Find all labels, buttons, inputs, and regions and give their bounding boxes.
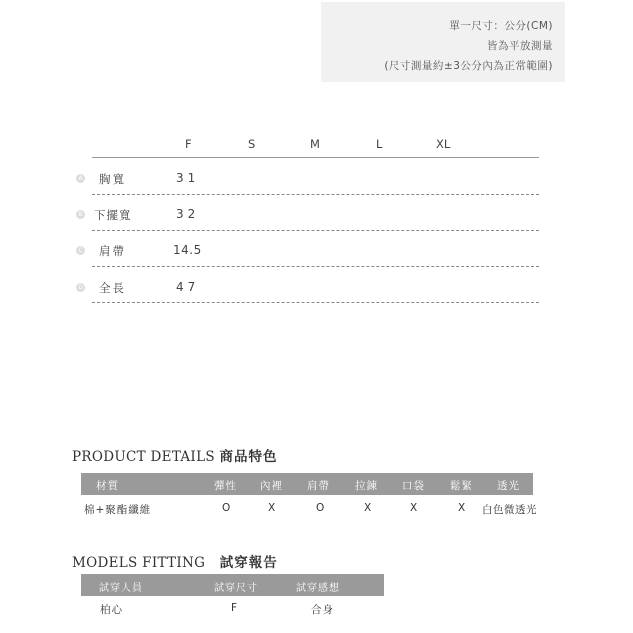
size-note-box (321, 2, 565, 82)
models-fitting-title-cn: 試穿報告 (219, 555, 278, 571)
size-header-l: L (376, 137, 383, 151)
row-label-hem: 下擺寬 (94, 208, 132, 222)
detail-header-sheerness: 透光 (497, 480, 520, 492)
size-header-s: S (248, 137, 256, 151)
fitting-header-size: 試穿尺寸 (214, 583, 258, 594)
fitting-value-model: 柏心 (100, 604, 123, 616)
row-divider (92, 302, 539, 303)
marker-b: B (76, 210, 85, 219)
detail-header-zipper: 拉鍊 (355, 480, 378, 492)
row-label-length: 全長 (99, 281, 126, 295)
fitting-value-feedback: 合身 (311, 604, 334, 616)
detail-header-material: 材質 (96, 480, 119, 492)
row-label-chest: 胸寬 (99, 172, 126, 186)
product-details-title-en: PRODUCT DETAILS (72, 449, 215, 465)
detail-value-stretch: X (458, 502, 467, 514)
size-header-m: M (310, 137, 320, 151)
marker-c: C (76, 246, 85, 255)
detail-header-stretch: 鬆緊 (450, 480, 473, 492)
detail-value-sheerness: 白色微透光 (482, 504, 537, 516)
detail-header-elasticity: 彈性 (214, 480, 237, 492)
detail-value-lining: X (268, 502, 277, 514)
detail-header-lining: 內裡 (260, 480, 283, 492)
row-divider (92, 266, 539, 267)
product-details-title (72, 445, 277, 465)
detail-value-strap: O (316, 502, 326, 514)
detail-value-elasticity: O (222, 502, 232, 514)
detail-value-zipper: X (364, 502, 373, 514)
fitting-header-feedback: 試穿感想 (296, 583, 340, 594)
row-value-strap: 14.5 (173, 243, 202, 257)
detail-header-strap: 肩帶 (307, 480, 330, 492)
models-fitting-title (72, 551, 278, 571)
row-value-length: 47 (176, 280, 200, 294)
size-header-xl: XL (436, 137, 451, 151)
models-fitting-title-en: MODELS FITTING (72, 555, 206, 571)
detail-header-pocket: 口袋 (402, 480, 425, 492)
detail-value-material: 棉+聚酯纖維 (84, 504, 152, 516)
size-unit-note: 單一尺寸：公分(CM) (449, 20, 553, 32)
marker-a: A (76, 174, 85, 183)
size-header-f: F (185, 137, 192, 151)
row-value-hem: 32 (176, 207, 200, 221)
fitting-header-model: 試穿人員 (99, 583, 143, 594)
row-divider (92, 230, 539, 231)
row-divider (92, 194, 539, 195)
fitting-value-size: F (231, 602, 239, 614)
tolerance-note: (尺寸測量約±3公分內為正常範圍) (384, 60, 553, 72)
measure-method-note: 皆為平放測量 (487, 40, 553, 52)
row-label-strap: 肩帶 (99, 244, 126, 258)
row-value-chest: 31 (176, 171, 200, 185)
size-table-header-line (92, 157, 539, 158)
product-details-title-cn: 商品特色 (219, 449, 278, 465)
marker-d: D (76, 283, 85, 292)
detail-value-pocket: X (410, 502, 419, 514)
